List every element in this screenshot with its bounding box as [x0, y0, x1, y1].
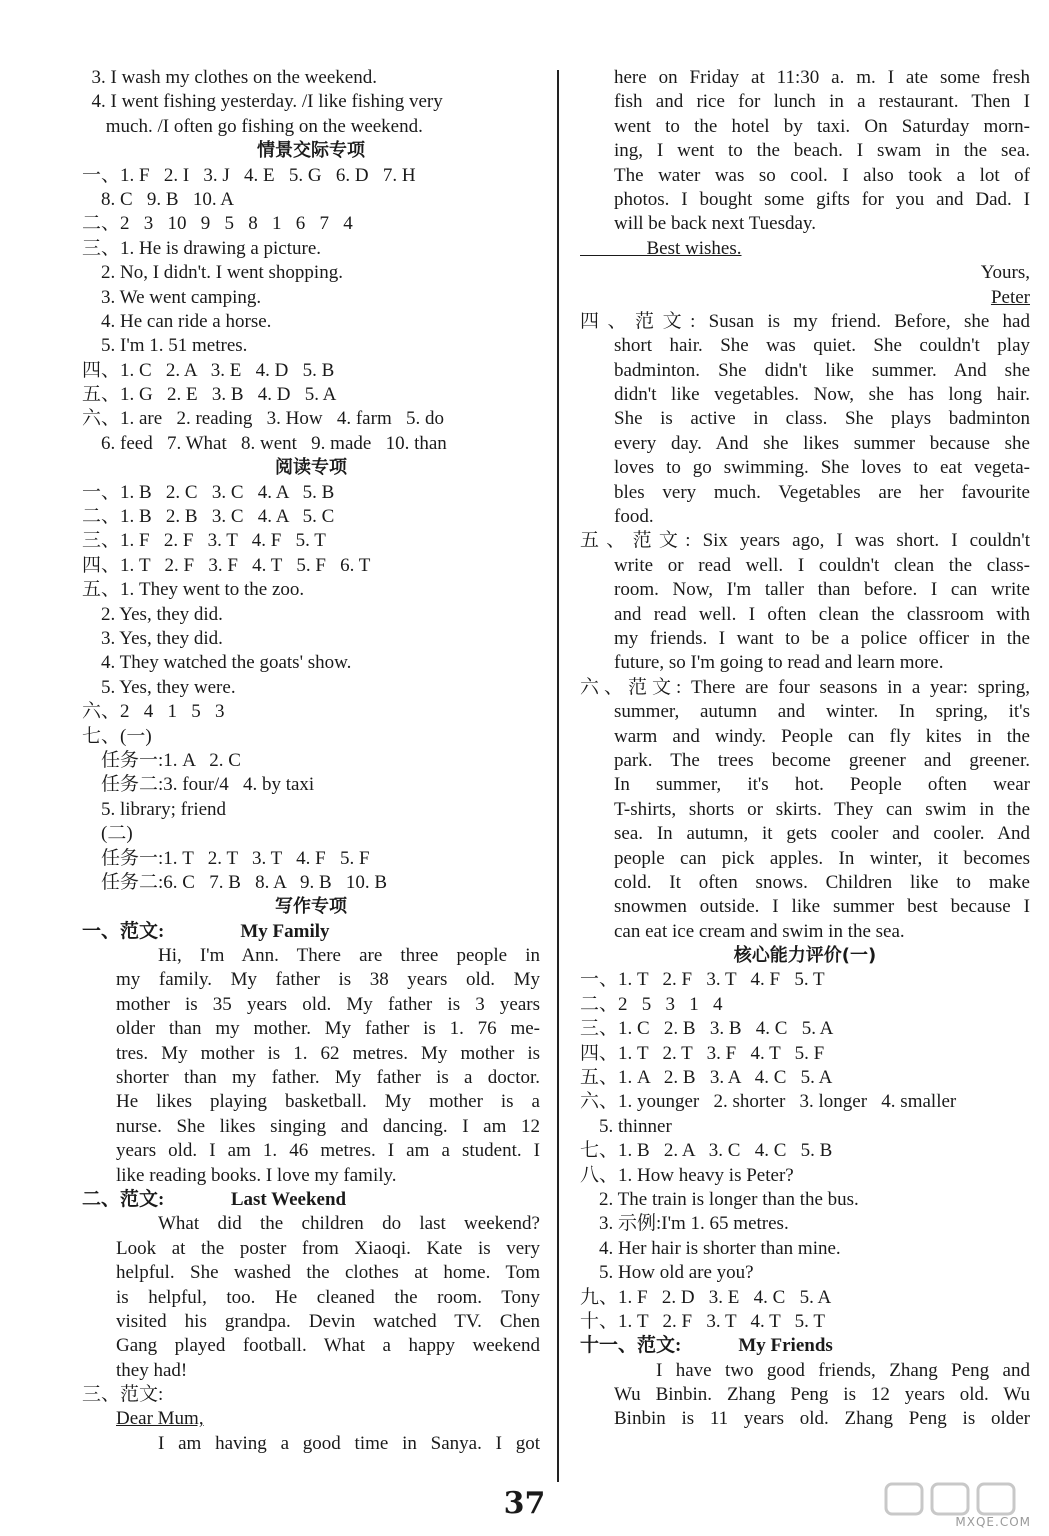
- right-text-line: Peter: [990, 286, 1030, 308]
- left-text-line: 二、2 3 10 9 5 8 1 6 7 4: [82, 213, 353, 235]
- right-text-line: 五、1. A 2. B 3. A 4. C 5. A: [580, 1067, 833, 1089]
- right-text-line: here on Friday at 11:30 a. m. I ate some fresh: [614, 67, 1030, 88]
- left-text-line: 任务一:1. A 2. C: [82, 749, 241, 771]
- right-text-line: future, so I'm going to read and learn more.: [614, 652, 944, 674]
- left-text-line: 情景交际专项: [257, 140, 365, 162]
- left-text-line: 一、1. B 2. C 3. C 4. A 5. B: [82, 481, 335, 503]
- left-text-line: 任务二:6. C 7. B 8. A 9. B 10. B: [82, 871, 388, 893]
- right-text-line: 四、1. T 2. T 3. F 4. T 5. F: [580, 1042, 825, 1064]
- left-text-line: 六、2 4 1 5 3: [82, 701, 225, 723]
- left-text-line: 6. feed 7. What 8. went 9. made 10. than: [82, 432, 447, 454]
- right-text-line: snowmen outside. I like summer best because I: [614, 896, 1030, 918]
- left-text-line: 二、1. B 2. B 3. C 4. A 5. C: [82, 506, 335, 528]
- right-text-line: fish and rice for lunch in a restaurant. Then I: [614, 91, 1030, 113]
- left-text-line: like reading books. I love my family.: [116, 1164, 397, 1186]
- left-text-line: 一、1. F 2. I 3. J 4. E 5. G 6. D 7. H: [82, 164, 416, 186]
- left-text-line: my family. My father is 38 years old. My: [116, 969, 540, 991]
- right-text-line: 六、范文: There are four seasons in a year: spring,: [580, 676, 1030, 698]
- left-text-line: 任务一:1. T 2. T 3. T 4. F 5. F: [82, 847, 370, 869]
- right-column: [580, 66, 1030, 1432]
- right-text-line: 3. 示例:I'm 1. 65 metres.: [580, 1213, 789, 1235]
- left-text-line: 4. I went fishing yesterday. /I like fishing very: [82, 91, 443, 113]
- left-text-line: mother is 35 years old. My father is 3 years: [116, 993, 540, 1015]
- right-text-line: She is active in class. She plays badminton: [614, 408, 1030, 430]
- right-text-line: photos. I bought some gifts for you and Dad. I: [614, 188, 1030, 210]
- left-text-line: 5. library; friend: [82, 798, 227, 820]
- left-text-line: He likes playing basketball. My mother is a: [116, 1091, 540, 1113]
- right-text-line: warm and windy. People can fly kites in the: [614, 725, 1030, 747]
- right-text-line: went to the hotel by taxi. On Saturday morn-: [614, 115, 1030, 137]
- right-text-line: T-shirts, shorts or skirts. They can swim in the: [614, 798, 1030, 820]
- left-text-line: much. /I often go fishing on the weekend.: [82, 115, 423, 137]
- right-text-line: food.: [614, 506, 654, 528]
- right-text-line: 七、1. B 2. A 3. C 4. C 5. B: [580, 1140, 833, 1162]
- right-text-line: Wu Binbin. Zhang Peng is 12 years old. Wu: [614, 1384, 1030, 1406]
- page-number: 37: [503, 1486, 546, 1521]
- left-text-line: years old. I am 1. 46 metres. I am a student. I: [116, 1140, 540, 1162]
- right-text-line: I have two good friends, Zhang Peng and: [656, 1359, 1030, 1381]
- left-text-line: 七、(一): [82, 725, 152, 747]
- left-text-line: 四、1. C 2. A 3. E 4. D 5. B: [82, 359, 335, 381]
- right-text-line: write or read well. I couldn't clean the class-: [614, 554, 1030, 576]
- left-text-line: 五、1. They went to the zoo.: [82, 579, 305, 601]
- column-divider: [557, 70, 559, 1482]
- right-text-line: 一、1. T 2. F 3. T 4. F 5. T: [580, 969, 825, 991]
- left-text-line: 8. C 9. B 10. A: [82, 188, 235, 210]
- right-text-line: Yours,: [980, 262, 1030, 284]
- left-text-line: Look at the poster from Xiaoqi. Kate is very: [116, 1237, 540, 1259]
- right-text-line: park. The trees become greener and greener.: [614, 749, 1030, 771]
- left-text-line: 2. No, I didn't. I went shopping.: [82, 262, 343, 284]
- right-text-line: will be back next Tuesday.: [614, 213, 816, 235]
- left-text-line: 3. We went camping.: [82, 286, 262, 308]
- right-text-line: loves to go swimming. She loves to eat vegeta-: [614, 457, 1030, 479]
- right-text-line: Binbin is 11 years old. Zhang Peng is older: [614, 1408, 1030, 1430]
- left-text-line: 写作专项: [275, 896, 347, 918]
- right-text-line: summer, autumn and winter. In spring, it's: [614, 701, 1030, 723]
- right-text-line: 核心能力评价(一): [733, 945, 877, 967]
- left-text-line: Dear Mum,: [116, 1408, 204, 1430]
- left-text-line: 5. I'm 1. 51 metres.: [82, 335, 248, 357]
- left-text-line: 六、1. are 2. reading 3. How 4. farm 5. do: [82, 408, 444, 430]
- left-text-line: nurse. She likes singing and dancing. I am 12: [116, 1115, 540, 1137]
- right-text-line: room. Now, I'm taller than before. I can write: [614, 579, 1030, 601]
- left-text-line: helpful. She washed the clothes at home. Tom: [116, 1262, 540, 1284]
- left-text-line: older than my mother. My father is 1. 76 me-: [116, 1018, 540, 1040]
- left-text-line: I am having a good time in Sanya. I got: [158, 1432, 540, 1454]
- left-text-line: 3. I wash my clothes on the weekend.: [82, 67, 377, 88]
- right-text-line: 2. The train is longer than the bus.: [580, 1188, 859, 1210]
- right-text-line: 二、2 5 3 1 4: [580, 993, 723, 1015]
- right-text-line: 5. How old are you?: [580, 1262, 754, 1284]
- left-text-line: 一、范文: My Family: [82, 920, 330, 942]
- left-text-line: (二): [82, 823, 133, 845]
- left-text-line: 二、范文: Last Weekend: [82, 1188, 347, 1210]
- left-text-line: 2. Yes, they did.: [82, 603, 223, 625]
- right-text-line: 十、1. T 2. F 3. T 4. T 5. T: [580, 1310, 825, 1332]
- left-text-line: visited his grandpa. Devin watched TV. Chen: [116, 1310, 540, 1332]
- left-text-line: 4. They watched the goats' show.: [82, 652, 352, 674]
- left-text-line: 五、1. G 2. E 3. B 4. D 5. A: [82, 384, 337, 406]
- right-text-line: people can pick apples. In winter, it becomes: [614, 847, 1030, 869]
- right-text-line: and read well. I often clean the classroom with: [614, 603, 1030, 625]
- left-text-line: Hi, I'm Ann. There are three people in: [158, 945, 540, 967]
- right-text-line: ing, I went to the beach. I swam in the sea.: [614, 140, 1030, 162]
- left-text-line: is helpful, too. He cleaned the room. Tony: [116, 1286, 540, 1308]
- left-text-line: 4. He can ride a horse.: [82, 310, 272, 332]
- right-text-line: bles very much. Vegetables are her favourite: [614, 481, 1030, 503]
- left-text-line: 四、1. T 2. F 3. F 4. T 5. F 6. T: [82, 554, 371, 576]
- right-text-line: 四、范文: Susan is my friend. Before, she had: [580, 310, 1030, 332]
- left-text-line: shorter than my father. My father is a doctor.: [116, 1067, 540, 1089]
- right-text-line: The water was so cool. I also took a lot of: [614, 164, 1030, 186]
- right-text-line: my friends. I want to be a police officer in the: [614, 627, 1030, 649]
- right-text-line: every day. And she likes summer because she: [614, 432, 1030, 454]
- right-text-line: 十一、范文: My Friends: [580, 1335, 833, 1357]
- left-text-line: 任务二:3. four/4 4. by taxi: [82, 774, 315, 796]
- right-text-line: 八、1. How heavy is Peter?: [580, 1164, 794, 1186]
- left-text-line: What did the children do last weekend?: [158, 1213, 540, 1235]
- watermark-text: MXQE.COM: [955, 1515, 1031, 1529]
- right-text-line: In summer, it's hot. People often wear: [614, 774, 1030, 796]
- right-text-line: sea. In autumn, it gets cooler and cooler. And: [614, 823, 1030, 845]
- left-text-line: 3. Yes, they did.: [82, 627, 223, 649]
- right-text-line: short hair. She was quiet. She couldn't play: [614, 335, 1030, 357]
- right-text-line: 三、1. C 2. B 3. B 4. C 5. A: [580, 1018, 834, 1040]
- right-text-line: 4. Her hair is shorter than mine.: [580, 1237, 841, 1259]
- left-text-line: 三、1. F 2. F 3. T 4. F 5. T: [82, 530, 326, 552]
- right-text-line: cold. It often snows. Children like to make: [614, 871, 1030, 893]
- left-text-line: 5. Yes, they were.: [82, 676, 236, 698]
- right-text-line: badminton. She didn't like summer. And she: [614, 359, 1030, 381]
- right-text-line: 九、1. F 2. D 3. E 4. C 5. A: [580, 1286, 832, 1308]
- left-text-line: 三、1. He is drawing a picture.: [82, 237, 322, 259]
- left-text-line: Gang played football. What a happy weekend: [116, 1335, 540, 1357]
- right-text-line: 5. thinner: [580, 1115, 672, 1137]
- right-text-line: 五、范文: Six years ago, I was short. I couldn't: [580, 530, 1030, 552]
- left-column: [82, 66, 540, 1456]
- left-text-line: 三、范文:: [82, 1384, 164, 1406]
- left-text-line: tres. My mother is 1. 62 metres. My mother is: [116, 1042, 540, 1064]
- right-text-line: didn't like vegetables. Now, she has long hair.: [614, 384, 1030, 406]
- left-text-line: 阅读专项: [275, 457, 347, 479]
- right-text-line: Best wishes.: [580, 237, 742, 259]
- left-text-line: they had!: [116, 1359, 188, 1381]
- right-text-line: 六、1. younger 2. shorter 3. longer 4. smaller: [580, 1091, 957, 1113]
- right-text-line: can eat ice cream and swim in the sea.: [614, 920, 905, 942]
